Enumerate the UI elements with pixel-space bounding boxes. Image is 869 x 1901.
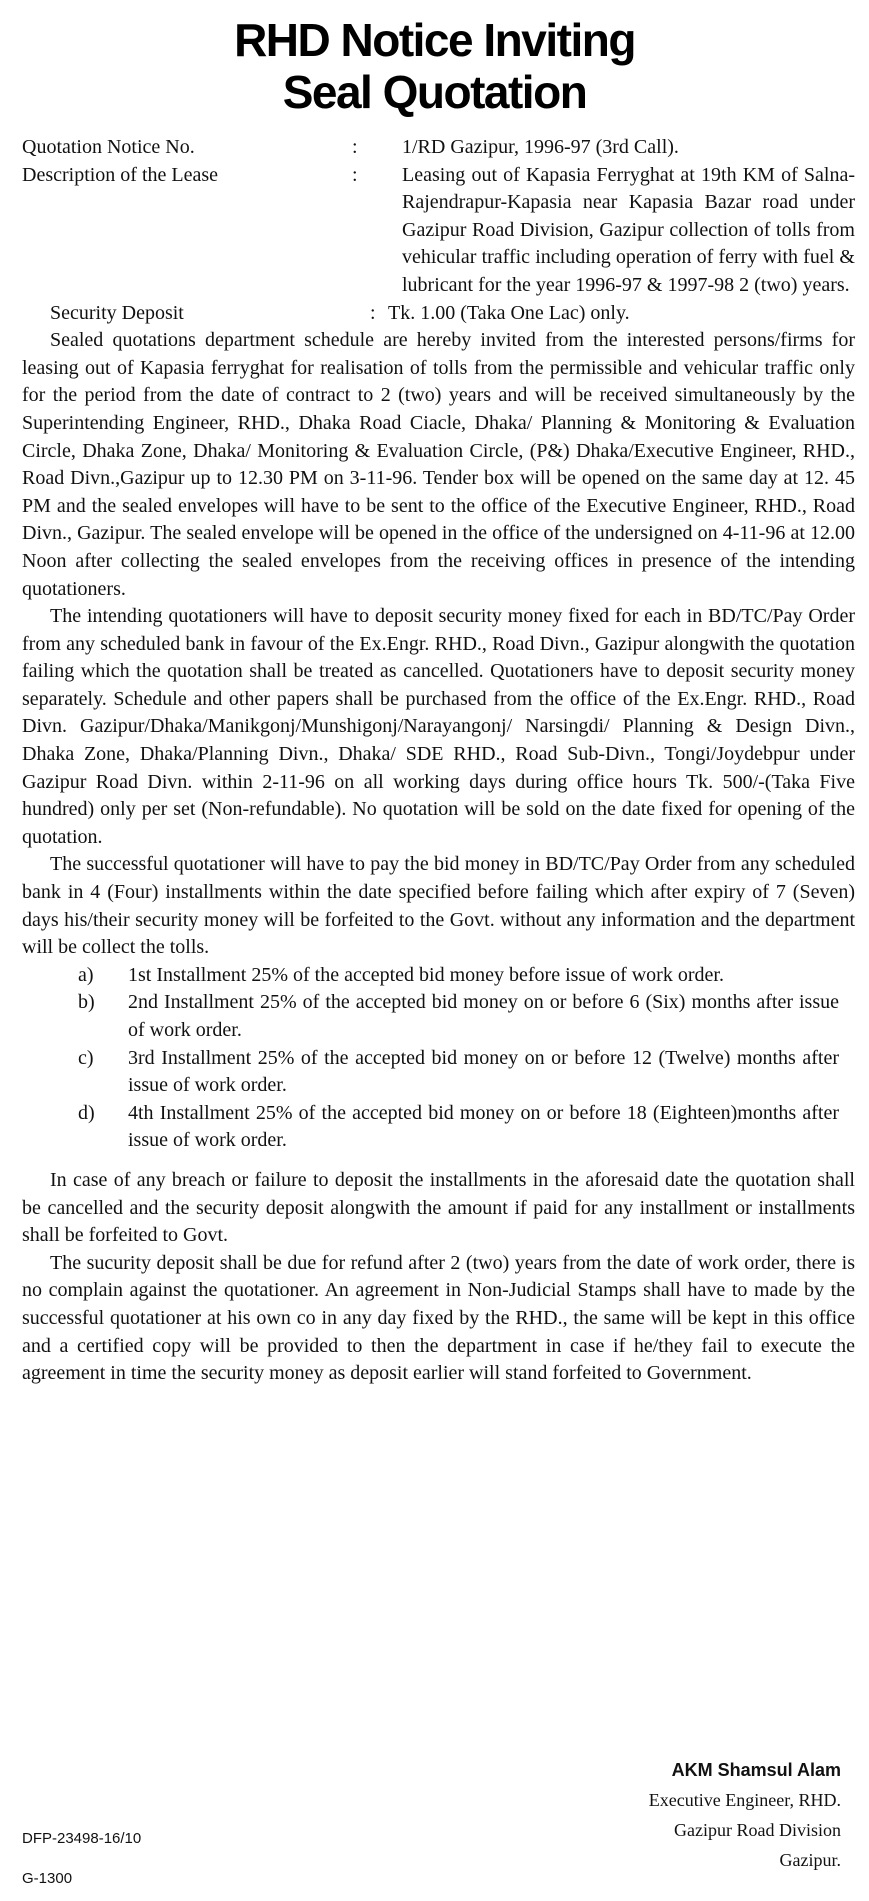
installment-letter: c) [78,1046,94,1069]
signature-block [649,1755,841,1875]
paragraph-invitation: Sealed quotations department schedule are hereby invited from the interested persons/firms for leasing out of Kapasia ferryghat for realisation of tolls from the permissible and vehicular traffic only for the period from the date of contract to 2 (two) years and will be received simultaneously by the Superintending Engineer, RHD., Dhaka Road Ciacle, Dhaka/ Planning & Monitoring & Evaluation Circle, Dhaka Zone, Dhaka/ Monitoring & Evaluation Circle, (P&) Dhaka/Executive Engineer, RHD., Road Divn.,Gazipur up to 12.30 PM on 3-11-96. Tender box will be opened on the same day at 12. 45 PM and the sealed envelopes will have to be sent to the office of the Executive Engineer, RHD., Road Divn., Gazipur. The sealed envelope will be opened in the office of the undersigned on 4-11-96 at 12.00 Noon after collecting the sealed envelopes from the receiving offices in presence of the intending quotationers. [22,329,855,600]
lease-label: Description of the Lease [22,163,219,186]
paragraph-refund: The sucurity deposit shall be due for refund after 2 (two) years from the date of work order, there is no complain against the quotationer. An agreement in Non-Judicial Stamps shall have to made by the successful quotationer at his own co in any day fixed by the RHD., the same will be kept in this office and a certified copy will be provided to then the department in case if he/they fail to execute the agreement in time the security money as deposit earlier will stand forfeited to Government. [22,1251,855,1385]
paragraph-breach: In case of any breach or failure to deposit the installments in the aforesaid date the quotation shall be cancelled and the security deposit alongwith the amount if paid for any installment or installments shall be forfeited to Govt. [22,1168,855,1247]
installment-letter: a) [78,963,94,986]
g-reference: G-1300 [22,1870,73,1887]
title-line-1: RHD Notice Inviting [234,14,635,66]
notice-body [22,134,855,1388]
installment-text: 1st Installment 25% of the accepted bid money before issue of work order. [128,963,724,986]
lease-row [22,162,855,300]
lease-colon: : [352,163,358,186]
notice-title [0,0,869,118]
signatory-designation: Executive Engineer, RHD. [648,1790,841,1810]
installment-item [22,962,855,990]
quotation-no-row [22,134,855,162]
paragraph-security-money: The intending quotationers will have to deposit security money fixed for each in BD/TC/Pay Order from any scheduled bank in favour of the Ex.Engr. RHD., Road Divn., Gazipur alongwith the quotation failing which the quotation shall be treated as cancelled. Quotationers have to deposit security money separately. Schedule and other papers shall be purchased from the office of the Ex.Engr. RHD., Road Divn. Gazipur/Dhaka/Manikgonj/Munshigonj/Narayangonj/ Narsingdi/ Planning & Design Divn., Dhaka Zone, Dhaka/Planning Divn., Dhaka/ SDE RHD., Road Sub-Divn., Tongi/Joydebpur under Gazipur Road Divn. within 2-11-96 on all working days during office hours Tk. 500/-(Taka Five hundred) only per set (Non-refundable). No quotation will be sold on the date fixed for opening of the quotation. [22,605,855,848]
quotation-no-label: Quotation Notice No. [22,136,195,158]
installment-text: 3rd Installment 25% of the accepted bid money on or before 12 (Twelve) months after issue of work order. [128,1046,839,1097]
title-line-2: Seal Quotation [282,66,587,118]
signatory-division: Gazipur Road Division [674,1820,841,1840]
installment-letter: d) [78,1101,95,1124]
security-deposit-row: Security Deposit : Tk. 1.00 (Taka One Lac) only. [22,300,855,328]
signatory-place: Gazipur. [779,1850,841,1870]
installment-text: 2nd Installment 25% of the accepted bid money on or before 6 (Six) months after issue of work order. [128,991,839,1041]
installment-list [22,962,855,1155]
installment-letter: b) [78,991,95,1014]
lease-value: Leasing out of Kapasia Ferryghat at 19th KM of Salna-Rajendrapur-Kapasia near Kapasia Bazar road under Gazipur Road Division, Gazipur collection of tolls from vehicular traffic including operation of ferry with fuel & lubricant for the year 1996-97 & 1997-98 2 (two) years. [402,163,855,296]
signatory-name: AKM Shamsul Alam [671,1760,841,1780]
security-deposit-label: Security Deposit [50,301,184,324]
installment-item [22,989,855,1044]
quotation-no-colon: : [352,136,358,158]
paragraph-bid-money: The successful quotationer will have to pay the bid money in BD/TC/Pay Order from any scheduled bank in 4 (Four) installments within the date specified before failing which after expiry of 7 (Seven) days his/their security money will be forfeited to the Govt. without any information and the department will be collect the tolls. [22,853,855,959]
installment-item [22,1100,855,1155]
quotation-no-value: 1/RD Gazipur, 1996-97 (3rd Call). [402,136,679,158]
dfp-reference: DFP-23498-16/10 [22,1830,142,1847]
installment-text: 4th Installment 25% of the accepted bid money on or before 18 (Eighteen)months after issue of work order. [128,1101,839,1152]
security-deposit-value: Tk. 1.00 (Taka One Lac) only. [388,301,630,324]
installment-item [22,1045,855,1100]
